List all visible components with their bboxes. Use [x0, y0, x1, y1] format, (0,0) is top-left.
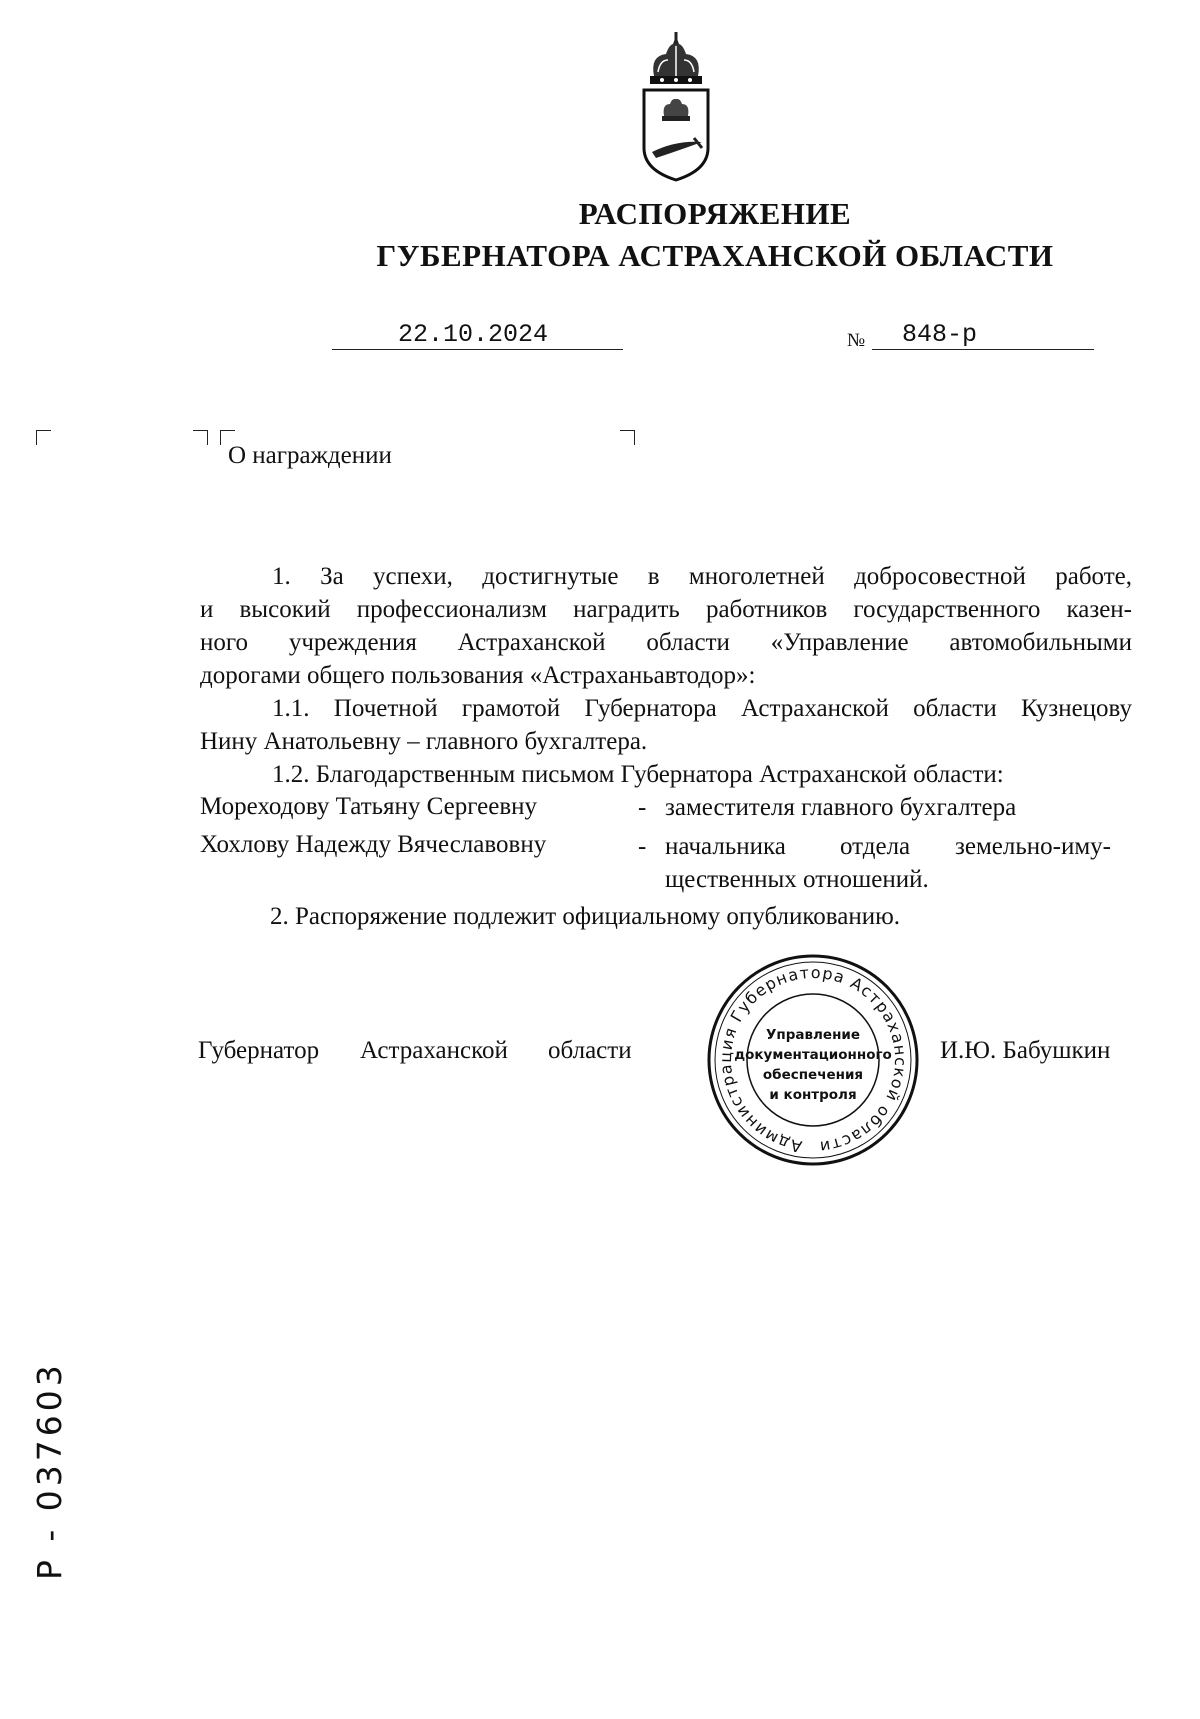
- document-title: РАСПОРЯЖЕНИЕ: [578, 196, 852, 231]
- awardee-dash: -: [638, 794, 647, 821]
- awardee-role: заместителя главного бухгалтера: [665, 794, 1017, 821]
- registration-number: Р - 037603: [30, 1361, 69, 1580]
- awardee-name: Мореходову Татьяну Сергеевну: [200, 793, 538, 820]
- subject-end-corner-mark: [620, 430, 635, 445]
- stamp-center-line: и контроля: [769, 1087, 857, 1103]
- awardee-role-word: отдела: [840, 833, 911, 860]
- document-date: 22.10.2024: [398, 320, 549, 349]
- awardee-name: Хохлову Надежду Вячеславовну: [200, 831, 547, 858]
- stamp-ring-text: Администрация Губернатора Астраханской области: [715, 962, 911, 1157]
- paragraph-1-1-line-1: 1.1. Почетной грамотой Губернатора Астраханской области Кузнецову: [272, 695, 1132, 722]
- signatory-name: И.Ю. Бабушкин: [940, 1037, 1111, 1064]
- paragraph-2: 2. Распоряжение подлежит официальному опубликованию.: [270, 903, 901, 930]
- document-issuer: ГУБЕРНАТОРА АСТРАХАНСКОЙ ОБЛАСТИ: [376, 238, 1054, 273]
- paragraph-1-line-3: ного учреждения Астраханской области «Управление автомобильными: [200, 629, 1132, 656]
- signatory-position-word: Губернатор: [198, 1037, 320, 1064]
- awardee-role-word: земельно-иму-: [955, 833, 1111, 860]
- paragraph-1-2: 1.2. Благодарственным письмом Губернатора Астраханской области:: [272, 761, 1004, 788]
- paragraph-1-line-2: и высокий профессионализм наградить работников государственного казен-: [200, 596, 1132, 623]
- signatory-position-word: Астраханской: [360, 1037, 508, 1064]
- awardee-role-line-2: щественных отношений.: [665, 866, 929, 893]
- number-sign: №: [847, 330, 866, 351]
- stamp-center-line: документационного: [734, 1047, 892, 1063]
- paragraph-1-1-line-2: Нину Анатольевну – главного бухгалтера.: [200, 728, 648, 755]
- document-number: 848-р: [902, 320, 978, 349]
- document-subject: О награждении: [228, 442, 392, 469]
- margin-corner-mark: [36, 430, 51, 445]
- official-stamp: [706, 952, 920, 1168]
- subject-corner-mark-left: [193, 430, 208, 445]
- coat-of-arms-emblem: [636, 32, 716, 182]
- awardee-role-word: начальника: [665, 833, 786, 860]
- stamp-center-line: Управление: [765, 1027, 861, 1043]
- signatory-position-word: области: [548, 1037, 632, 1064]
- stamp-center-line: обеспечения: [762, 1067, 864, 1083]
- awardee-dash: -: [638, 833, 647, 860]
- paragraph-1-line-1: 1. За успехи, достигнутые в многолетней добросовестной работе,: [272, 563, 1132, 590]
- paragraph-1-line-4: дорогами общего пользования «Астраханьавтодор»:: [200, 662, 756, 689]
